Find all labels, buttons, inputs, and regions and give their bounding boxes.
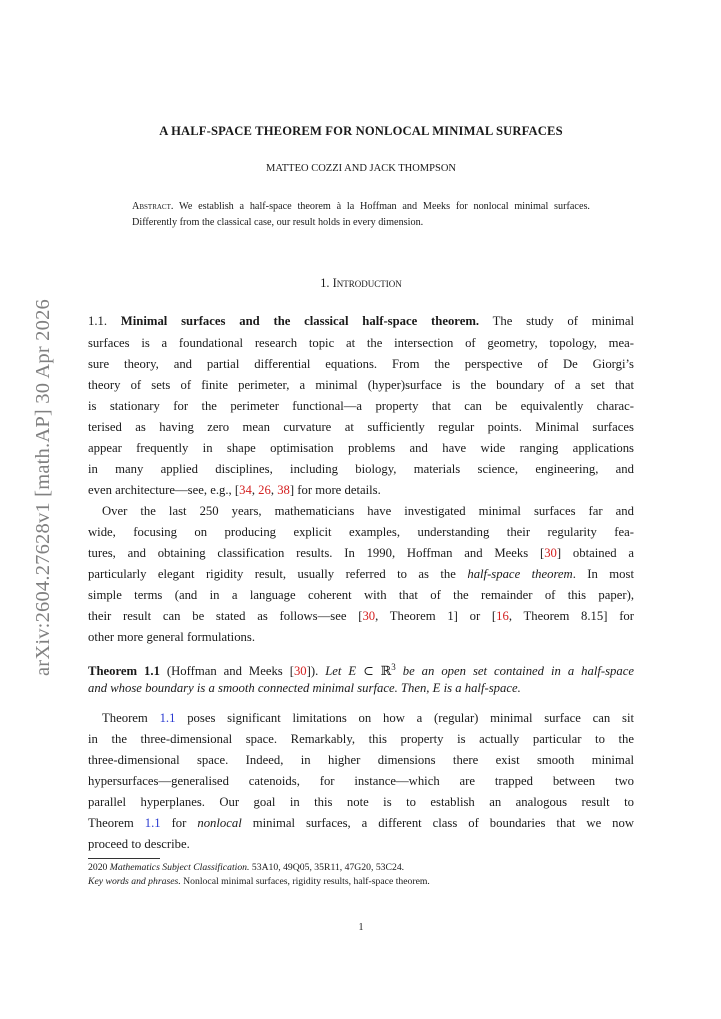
text-line: proceed to describe. — [88, 837, 190, 851]
citation-link[interactable]: 30 — [293, 664, 307, 679]
para-text: , Theorem 1] or [ — [375, 609, 497, 623]
text-line — [88, 708, 634, 728]
section-heading — [88, 276, 634, 291]
emphasis-text: half-space theorem — [467, 567, 573, 581]
paper-title: A HALF-SPACE THEOREM FOR NONLOCAL MINIMAL SURFACES — [159, 124, 563, 138]
text-line — [88, 543, 634, 563]
text-line — [88, 606, 634, 626]
para-text: particularly elegant rigidity result, usually referred to as the — [88, 567, 468, 581]
section-number: 1. — [320, 276, 330, 290]
footnote-text: Nonlocal minimal surfaces, rigidity results, half-space theorem. — [180, 876, 430, 887]
abstract — [132, 199, 590, 231]
paper-authors: MATTEO COZZI AND JACK THOMPSON — [266, 163, 456, 174]
para-text: tures, and obtaining classification results. In 1990, Hoffman and Meeks [ — [88, 546, 545, 560]
abstract-label: Abstract. — [132, 201, 174, 212]
footnote-rule — [88, 858, 160, 859]
theorem-text: Let — [318, 664, 349, 679]
para-text: , Theorem 8.15] for — [508, 609, 634, 623]
para-text: Theorem — [88, 816, 145, 830]
footnote-text: 2020 — [88, 862, 110, 873]
theorem-text: is a half-space. — [440, 681, 521, 695]
theorem-line — [88, 678, 634, 698]
subsection-title: Minimal surfaces and the classical half-space theorem. — [120, 314, 480, 328]
para-text: for — [160, 816, 198, 830]
text-line: even architecture—see, e.g., [34, 26, 38] for more details. — [88, 483, 381, 497]
para-text: poses significant limitations on how a (regular) minimal surface can sit — [175, 711, 635, 725]
citation-link[interactable]: 38 — [277, 483, 290, 497]
footnote-text: 53A10, 49Q05, 35R11, 47G20, 53C24. — [249, 862, 405, 873]
text-line: parallel hyperplanes. Our goal in this note is to establish an analogous result to — [88, 795, 634, 809]
arxiv-stamp-text: arXiv:2604.27628v1 [math.AP] 30 Apr 2026 — [32, 299, 54, 676]
citation-link[interactable]: 30 — [362, 609, 376, 623]
para-text: The study of minimal — [492, 314, 634, 328]
theorem-attribution: (Hoffman and Meeks [ — [159, 664, 294, 679]
text-line: is stationary for the perimeter functional—a property that can be equivalently charac- — [88, 399, 634, 413]
para-text: ] obtained a — [556, 546, 634, 560]
text-line: sure theory, and partial differential equations. From the perspective of De Giorgi’s — [88, 357, 634, 371]
abstract-text: We establish a half-space theorem à la Hoffman and Meeks for nonlocal minimal surfaces. Differently from the classical case, our result holds in every dimension. — [132, 201, 590, 228]
para-text: minimal surfaces, a different class of boundaries that we now — [241, 816, 635, 830]
text-line — [88, 813, 634, 833]
section-title: Introduction — [332, 276, 402, 290]
citation-link[interactable]: 34 — [239, 483, 252, 497]
text-line: surfaces is a foundational research topic at the intersection of geometry, topology, mea- — [88, 336, 634, 350]
theorem-attribution: ]). — [306, 664, 319, 679]
math-exponent: 3 — [391, 662, 396, 672]
math-symbol: E — [432, 681, 441, 695]
para-text: their result can be stated as follows—see [ — [88, 609, 363, 623]
theorem-text: and whose boundary is a smooth connected minimal surface. Then, — [88, 681, 433, 695]
footnote-label: Mathematics Subject Classification. — [109, 862, 250, 873]
para-text: Theorem — [102, 711, 160, 725]
text-line: appear frequently in shape optimisation problems and have wide ranging applications — [88, 441, 634, 455]
text-line — [88, 311, 634, 331]
citation-link[interactable]: 26 — [258, 483, 271, 497]
para-text: . In most — [572, 567, 634, 581]
text-line: three-dimensional space. Indeed, in higher dimensions there exist smooth minimal — [88, 753, 634, 767]
math-symbol: ⊂ ℝ — [356, 664, 392, 679]
theorem-line — [88, 657, 634, 677]
text-line: other more general formulations. — [88, 630, 255, 644]
footnote-msc — [88, 861, 634, 875]
citation-link[interactable]: 16 — [496, 609, 509, 623]
citation-link[interactable]: 30 — [544, 546, 557, 560]
theorem-text: be an open set contained in a half-space — [395, 664, 634, 679]
footnote-label: Key words and phrases. — [88, 876, 181, 887]
arxiv-stamp — [32, 0, 54, 676]
theorem-crossref-link[interactable]: 1.1 — [159, 711, 176, 725]
math-symbol: E — [348, 664, 357, 679]
text-line: hypersurfaces—generalised catenoids, for instance—which are trapped between two — [88, 774, 634, 788]
para-text: ] for more details. — [289, 483, 381, 497]
emphasis-text: nonlocal — [197, 816, 242, 830]
text-line — [88, 564, 634, 584]
text-line: terised as having zero mean curvature at sufficiently regular points. Minimal surfaces — [88, 420, 634, 434]
theorem-label: Theorem 1.1 — [88, 664, 160, 679]
text-line: Over the last 250 years, mathematicians have investigated minimal surfaces far and — [102, 504, 634, 518]
page-number: 1 — [358, 922, 364, 933]
theorem-crossref-link[interactable]: 1.1 — [144, 816, 161, 830]
footnote-keywords — [88, 875, 634, 889]
para-text: even architecture—see, e.g., [ — [88, 483, 240, 497]
text-line: in the three-dimensional space. Remarkably, this property is actually particular to the — [88, 732, 634, 746]
text-line: simple terms (and in a language coherent with that of the remainder of this paper), — [88, 588, 634, 602]
text-line: wide, focusing on producing explicit examples, understanding their regularity fea- — [88, 525, 634, 539]
text-line: in many applied disciplines, including biology, materials science, engineering, and — [88, 462, 634, 476]
subsection-number: 1.1. — [88, 314, 108, 328]
text-line: theory of sets of finite perimeter, a minimal (hyper)surface is the boundary of a set that — [88, 378, 634, 392]
